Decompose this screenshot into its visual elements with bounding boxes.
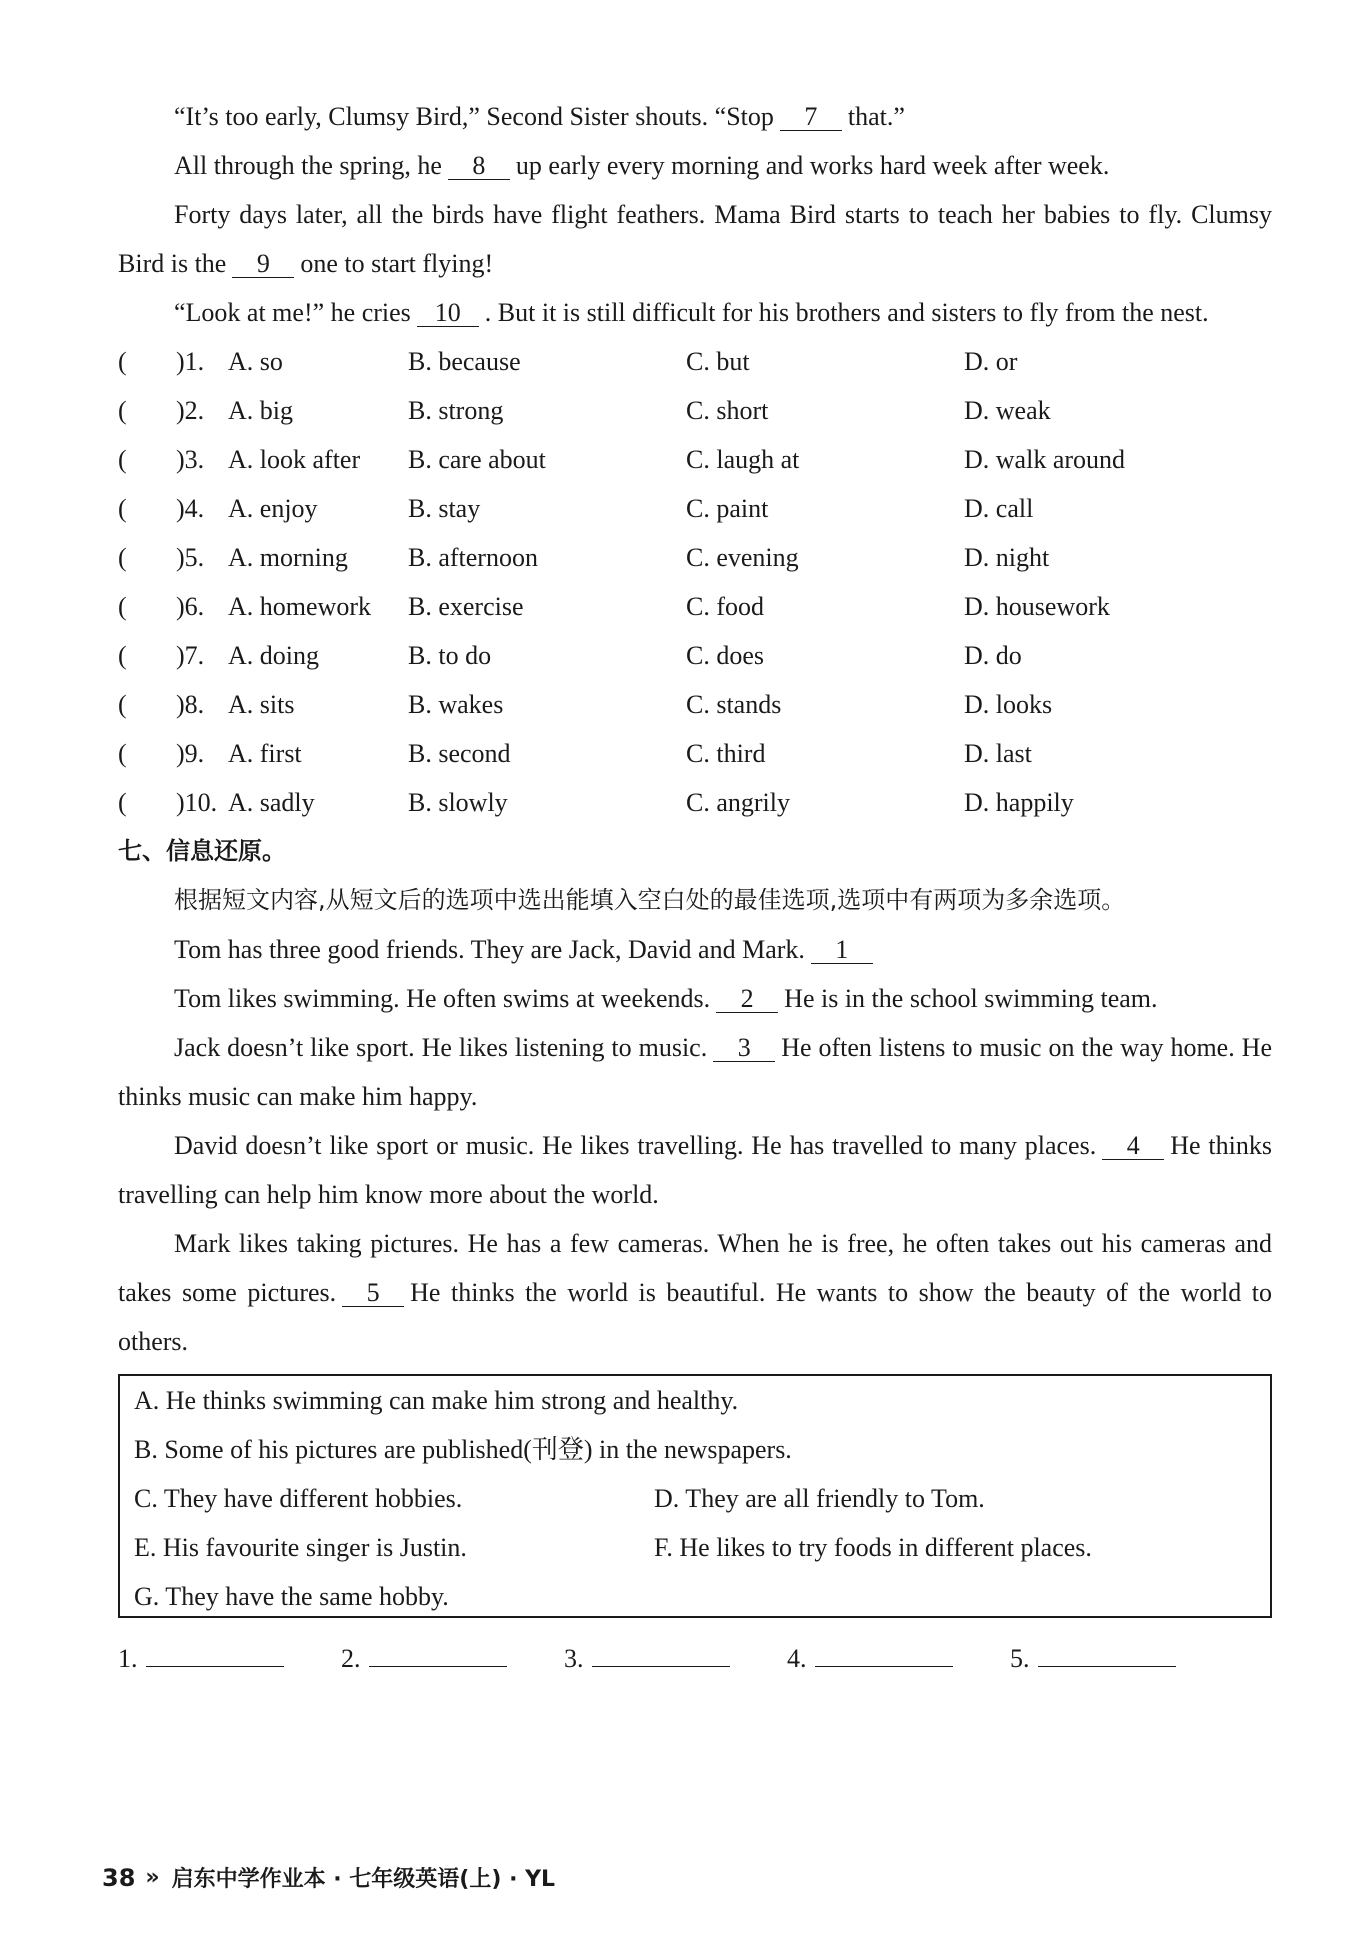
section-instruction: 根据短文内容,从短文后的选项中选出能填入空白处的最佳选项,选项中有两项为多余选项。 — [174, 886, 1126, 914]
passage2-paragraph-1 — [118, 925, 1272, 974]
question-number: )6. — [176, 592, 205, 621]
blank-10: 10 — [417, 300, 479, 327]
passage-text: David doesn’t like sport or music. He likes travelling. He has travelled to many places. — [174, 1131, 1097, 1160]
passage-text: “Look at me!” he cries — [174, 298, 411, 327]
answer-line[interactable] — [592, 1646, 730, 1667]
option-d-text: D. They are all friendly to Tom. — [654, 1484, 985, 1513]
passage-line-8 — [118, 141, 1272, 190]
passage-text: All through the spring, he — [174, 151, 442, 180]
option-a: A. big — [228, 396, 293, 425]
passage-text: that.” — [847, 102, 905, 131]
question-number: )10. — [176, 788, 218, 817]
answer-paren[interactable]: ( — [118, 788, 127, 817]
option-row — [134, 1474, 1256, 1523]
option-d: D. last — [964, 739, 1032, 768]
answer-line[interactable] — [369, 1646, 507, 1667]
option-d: D. call — [964, 494, 1034, 523]
passage-text: Jack doesn’t like sport. He likes listening to music. — [174, 1033, 708, 1062]
question-number: )8. — [176, 690, 205, 719]
passage2-paragraph-5 — [118, 1219, 1272, 1366]
option-d: D. night — [964, 543, 1050, 572]
passage-text: He is in the school swimming team. — [784, 984, 1158, 1013]
option-c: C. stands — [686, 690, 782, 719]
passage-text: one to start flying! — [300, 249, 494, 278]
passage-line-10 — [118, 288, 1272, 337]
question-row — [118, 337, 1272, 386]
question-number: )5. — [176, 543, 205, 572]
question-row — [118, 435, 1272, 484]
question-row — [118, 582, 1272, 631]
page-content — [118, 92, 1272, 1683]
option-d: D. walk around — [964, 445, 1126, 474]
option-c-text: C. They have different hobbies. — [134, 1484, 463, 1513]
option-d: D. weak — [964, 396, 1051, 425]
question-row — [118, 631, 1272, 680]
question-number: )4. — [176, 494, 205, 523]
passage-text: He often listens to music on the way home. He thinks music can make him happy. — [118, 1033, 1272, 1111]
question-row — [118, 778, 1272, 827]
option-a: A. look after — [228, 445, 361, 474]
option-e-text: E. His favourite singer is Justin. — [134, 1533, 467, 1562]
option-a: A. doing — [228, 641, 319, 670]
option-a: A. enjoy — [228, 494, 318, 523]
option-row — [134, 1425, 1256, 1474]
page-footer — [102, 1862, 555, 1893]
option-row — [134, 1523, 1256, 1572]
book-title: 启东中学作业本 · 七年级英语(上) · YL — [171, 1867, 556, 1892]
option-a: A. morning — [228, 543, 348, 572]
question-number: )1. — [176, 347, 205, 376]
option-c: C. evening — [686, 543, 799, 572]
blank-7: 7 — [780, 104, 842, 131]
blank-4: 4 — [1102, 1133, 1164, 1160]
passage-text: Tom likes swimming. He often swims at weekends. — [174, 984, 711, 1013]
question-number: )7. — [176, 641, 205, 670]
option-b: B. wakes — [408, 690, 504, 719]
question-row — [118, 533, 1272, 582]
option-d: D. happily — [964, 788, 1074, 817]
blank-2: 2 — [716, 986, 778, 1013]
option-d: D. do — [964, 641, 1022, 670]
passage-text: “It’s too early, Clumsy Bird,” Second Sister shouts. “Stop — [174, 102, 774, 131]
blank-9: 9 — [232, 251, 294, 278]
passage-text: Forty days later, all the birds have flight feathers. Mama Bird starts to teach her babies to fly. Clumsy Bird is the — [118, 200, 1272, 278]
answer-paren[interactable]: ( — [118, 494, 127, 523]
option-c: C. does — [686, 641, 764, 670]
passage-text: up early every morning and works hard week after week. — [515, 151, 1110, 180]
answer-paren[interactable]: ( — [118, 739, 127, 768]
question-row — [118, 484, 1272, 533]
double-chevron-icon: » — [145, 1865, 160, 1890]
question-row — [118, 729, 1272, 778]
option-a: A. sits — [228, 690, 295, 719]
passage2-paragraph-4 — [118, 1121, 1272, 1219]
blank-1: 1 — [811, 937, 873, 964]
answer-lines — [118, 1634, 1272, 1683]
answer-slot-4[interactable] — [787, 1634, 1010, 1683]
answer-label: 1. — [118, 1644, 138, 1673]
option-c: C. paint — [686, 494, 769, 523]
answer-slot-2[interactable] — [341, 1634, 564, 1683]
option-b: B. because — [408, 347, 521, 376]
question-row — [118, 680, 1272, 729]
answer-slot-1[interactable] — [118, 1634, 341, 1683]
option-b: B. strong — [408, 396, 504, 425]
passage-line-9 — [118, 190, 1272, 288]
option-c: C. food — [686, 592, 764, 621]
answer-slot-5[interactable] — [1010, 1634, 1233, 1683]
question-number: )2. — [176, 396, 205, 425]
passage-text: Tom has three good friends. They are Jack, David and Mark. — [174, 935, 805, 964]
option-c: C. angrily — [686, 788, 790, 817]
answer-line[interactable] — [146, 1646, 284, 1667]
answer-label: 2. — [341, 1644, 361, 1673]
options-box — [118, 1374, 1272, 1618]
option-b: B. care about — [408, 445, 546, 474]
option-b: B. to do — [408, 641, 492, 670]
option-b: B. stay — [408, 494, 481, 523]
option-b: B. second — [408, 739, 511, 768]
answer-label: 3. — [564, 1644, 584, 1673]
option-c: C. laugh at — [686, 445, 800, 474]
option-b: B. afternoon — [408, 543, 538, 572]
answer-paren[interactable]: ( — [118, 396, 127, 425]
passage-text: . But it is still difficult for his brothers and sisters to fly from the nest. — [484, 298, 1209, 327]
option-a: A. sadly — [228, 788, 315, 817]
answer-label: 5. — [1010, 1644, 1030, 1673]
option-b-text: B. Some of his pictures are published(刊登) in the newspapers. — [134, 1435, 792, 1464]
option-g-text: G. They have the same hobby. — [134, 1582, 449, 1611]
answer-paren[interactable]: ( — [118, 543, 127, 572]
option-d: D. housework — [964, 592, 1110, 621]
option-a: A. homework — [228, 592, 371, 621]
answer-paren[interactable]: ( — [118, 445, 127, 474]
question-number: )3. — [176, 445, 205, 474]
passage-text: Mark likes taking pictures. He has a few cameras. When he is free, he often takes out his cameras and takes some pictures. — [118, 1229, 1272, 1307]
blank-3: 3 — [713, 1035, 775, 1062]
option-a: A. so — [228, 347, 283, 376]
option-row — [134, 1572, 1256, 1621]
option-row — [134, 1376, 1256, 1425]
question-list — [118, 337, 1272, 827]
answer-line[interactable] — [815, 1646, 953, 1667]
answer-label: 4. — [787, 1644, 807, 1673]
option-d: D. or — [964, 347, 1018, 376]
answer-slot-3[interactable] — [564, 1634, 787, 1683]
option-b: B. exercise — [408, 592, 524, 621]
question-number: )9. — [176, 739, 205, 768]
page-number: 38 — [102, 1863, 136, 1892]
question-row — [118, 386, 1272, 435]
option-a: A. first — [228, 739, 302, 768]
passage2-paragraph-2 — [118, 974, 1272, 1023]
answer-paren[interactable]: ( — [118, 347, 127, 376]
passage-text: He thinks the world is beautiful. He wants to show the beauty of the world to others. — [118, 1278, 1272, 1356]
passage-text: He thinks travelling can help him know more about the world. — [118, 1131, 1272, 1209]
passage-line-7 — [118, 92, 1272, 141]
answer-line[interactable] — [1038, 1646, 1176, 1667]
option-c: C. but — [686, 347, 750, 376]
option-a-text: A. He thinks swimming can make him strong and healthy. — [134, 1386, 739, 1415]
option-c: C. short — [686, 396, 769, 425]
answer-paren[interactable]: ( — [118, 641, 127, 670]
option-b: B. slowly — [408, 788, 508, 817]
option-f-text: F. He likes to try foods in different places. — [654, 1533, 1092, 1562]
blank-8: 8 — [448, 153, 510, 180]
answer-paren[interactable]: ( — [118, 592, 127, 621]
option-c: C. third — [686, 739, 766, 768]
section-title: 七、信息还原。 — [118, 837, 286, 865]
passage2-paragraph-3 — [118, 1023, 1272, 1121]
option-d: D. looks — [964, 690, 1053, 719]
answer-paren[interactable]: ( — [118, 690, 127, 719]
blank-5: 5 — [342, 1280, 404, 1307]
